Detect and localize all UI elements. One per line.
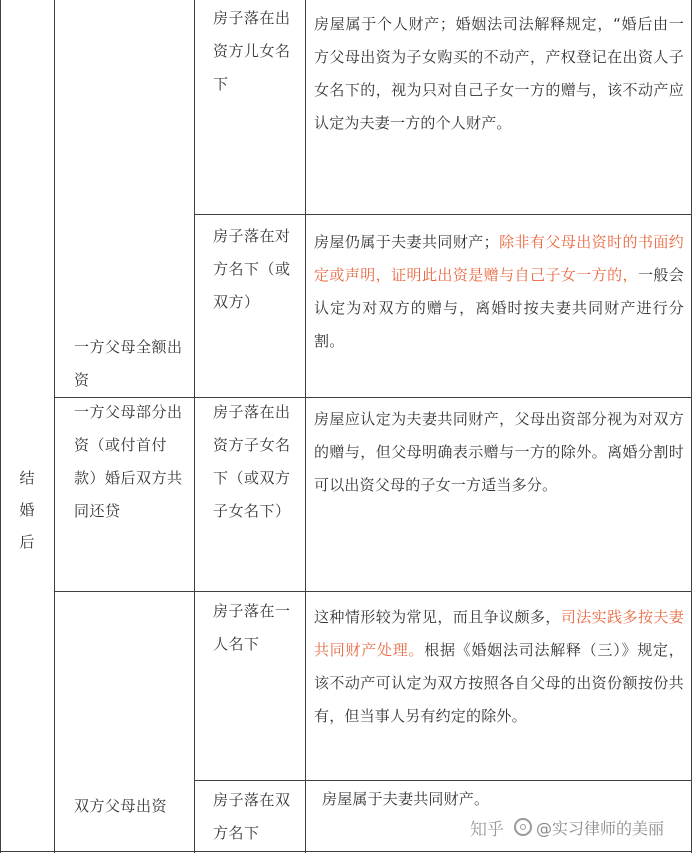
situation-cell: 房子落在一人名下 (213, 602, 291, 653)
zhihu-logo: 知乎 (470, 819, 504, 840)
table-divider-col1 (54, 0, 55, 853)
row-divider (194, 214, 692, 215)
rule-text: 房屋仍属于夫妻共同财产； (314, 233, 499, 251)
situation-cell: 房子落在出资方儿女名下 (213, 9, 291, 93)
rule-text: 根据《婚姻法司法解释（三）》规定，该不动产可认定为双方按照各自父母的出资份额按份共有，但当事人另有约定的除外。 (314, 641, 684, 725)
rule-content (314, 601, 684, 733)
rule-text: 这种情形较为常见，而且争议颇多， (314, 608, 561, 626)
rule-text: 房屋属于个人财产；婚姻法司法解释规定，“婚后由一方父母出资为子女购买的不动产，产权登记在出资人子女名下的，视为只对自己子女一方的赠与，该不动产应认定为夫妻一方的个人财产。 (314, 15, 684, 132)
row-divider (194, 780, 692, 781)
rule-content (314, 226, 684, 358)
table-border-right (691, 0, 692, 853)
situation-cell: 房子落在双方名下 (213, 791, 291, 842)
group-label-partial-parent-funding: 一方父母部分出资（或付首付款）婚后双方共同还贷 (74, 403, 183, 520)
rule-text: 一般会认定为对双方的赠与，离婚时按夫妻共同财产进行分割。 (314, 266, 685, 350)
rule-content (314, 8, 684, 140)
weibo-icon (514, 818, 532, 836)
table-divider-col3 (305, 0, 306, 853)
rule-text-highlight: 除非有父母出资时的书面约定或声明，证明此出资是赠与自己子女一方的， (314, 233, 684, 284)
group-label-both-parents-funding: 双方父母出资 (74, 797, 168, 815)
situation-cell: 房子落在对方名下（或双方） (213, 227, 291, 311)
watermark-author: @实习律师的美丽 (536, 818, 665, 838)
watermark (470, 810, 692, 844)
rule-content (314, 403, 684, 502)
group-label-full-parent-funding: 一方父母全额出资 (74, 338, 183, 389)
row-divider (54, 591, 692, 592)
period-label: 结 婚 后 (19, 469, 35, 551)
table-divider-col2 (194, 0, 195, 853)
rule-text: 房屋应认定为夫妻共同财产，父母出资部分视为对双方的赠与，但父母明确表示赠与一方的除外。离婚分割时可以出资父母的子女一方适当多分。 (314, 410, 684, 494)
table-border-bottom (0, 851, 692, 852)
rule-text: 房屋属于夫妻共同财产。 (322, 790, 490, 808)
situation-cell: 房子落在出资方子女名下（或双方子女名下） (213, 403, 291, 520)
rule-text-highlight: 司法实践多按夫妻共同财产处理。 (314, 608, 684, 659)
table-border-left (0, 0, 1, 853)
